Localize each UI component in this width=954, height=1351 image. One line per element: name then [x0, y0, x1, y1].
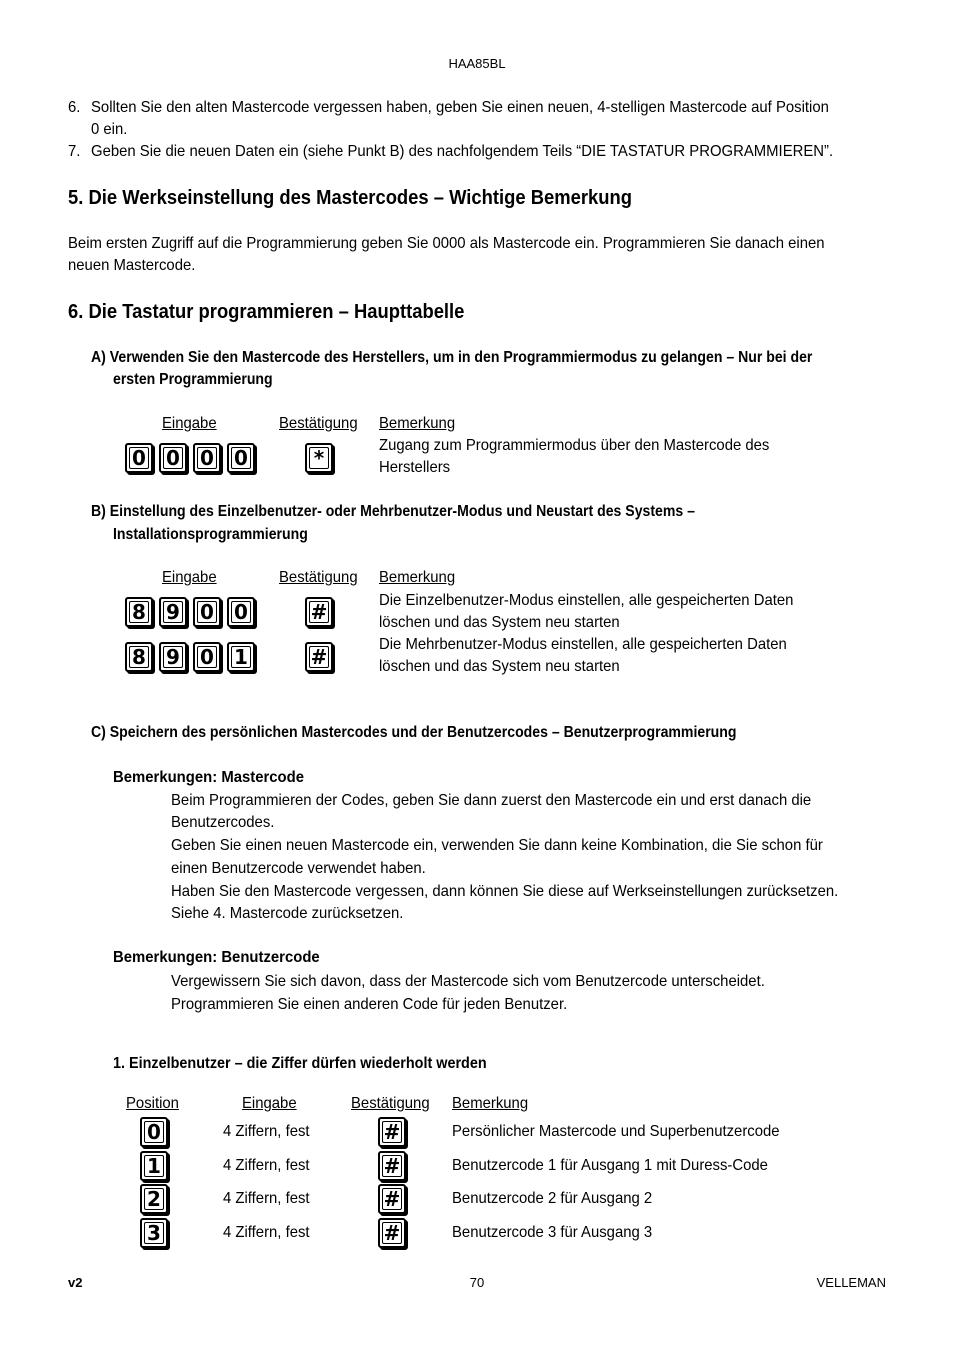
section-b-row1-remark-line1: Die Einzelbenutzer-Modus einstellen, alle gespeicherten Daten [379, 592, 794, 609]
key-hash-icon: # [378, 1184, 406, 1214]
mastercode-remark-line: Siehe 4. Mastercode zurücksetzen. [171, 905, 404, 922]
section-b-row2-remark-line2: löschen und das System neu starten [379, 658, 620, 675]
sub1-row-input: 4 Ziffern, fest [223, 1157, 310, 1174]
key-hash-icon: # [378, 1117, 406, 1147]
footer-version: v2 [68, 1275, 83, 1290]
key-hash-icon: # [378, 1151, 406, 1181]
section-c-title: C) Speichern des persönlichen Mastercodes und der Benutzercodes – Benutzerprogrammierung [91, 724, 737, 741]
mastercode-remark-line: Geben Sie einen neuen Mastercode ein, verwenden Sie dann keine Kombination, die Sie schon für [171, 837, 823, 854]
section-b-title-line2: Installationsprogrammierung [113, 526, 308, 543]
key-hash-icon: # [378, 1218, 406, 1248]
section-a-title-line1: A) Verwenden Sie den Mastercode des Herstellers, um in den Programmiermodus zu gelangen – Nur bei der [91, 349, 813, 366]
subsection-1-title: 1. Einzelbenutzer – die Ziffer dürfen wiederholt werden [113, 1055, 487, 1072]
list-item-7-number: 7. [68, 143, 81, 160]
sub1-row-remark: Persönlicher Mastercode und Superbenutzercode [452, 1123, 780, 1140]
key-star-icon: * [305, 443, 333, 473]
section-a-title-line2: ersten Programmierung [113, 371, 273, 388]
section-b-col-bemerkung: Bemerkung [379, 569, 456, 586]
section-a-remark-line1: Zugang zum Programmiermodus über den Mastercode des [379, 437, 770, 454]
sub1-col-position: Position [126, 1095, 179, 1112]
sub1-row-input: 4 Ziffern, fest [223, 1224, 310, 1241]
section-5-paragraph-line2: neuen Mastercode. [68, 257, 196, 274]
key-9-icon: 9 [159, 642, 187, 672]
footer-brand: VELLEMAN [816, 1275, 886, 1290]
key-8-icon: 8 [125, 597, 153, 627]
sub1-row-input: 4 Ziffern, fest [223, 1190, 310, 1207]
list-item-6-line2: 0 ein. [91, 121, 128, 138]
list-item-6-number: 6. [68, 99, 81, 116]
key-0-icon: 0 [140, 1117, 168, 1147]
mastercode-remark-line: Beim Programmieren der Codes, geben Sie dann zuerst den Mastercode ein und erst danach die [171, 792, 812, 809]
section-b-row1-remark-line2: löschen und das System neu starten [379, 614, 620, 631]
section-b-row2-remark-line1: Die Mehrbenutzer-Modus einstellen, alle gespeicherten Daten [379, 636, 787, 653]
key-3-icon: 3 [140, 1218, 168, 1248]
benutzercode-remark-line: Vergewissern Sie sich davon, dass der Mastercode sich vom Benutzercode unterscheidet. [171, 973, 765, 990]
section-5-title: 5. Die Werkseinstellung des Mastercodes – Wichtige Bemerkung [68, 187, 632, 209]
sub1-row-remark: Benutzercode 3 für Ausgang 3 [452, 1224, 653, 1241]
key-2-icon: 2 [140, 1184, 168, 1214]
section-b-title-line1: B) Einstellung des Einzelbenutzer- oder Mehrbenutzer-Modus und Neustart des Systems – [91, 503, 695, 520]
mastercode-remark-line: Haben Sie den Mastercode vergessen, dann können Sie diese auf Werkseinstellungen zurücksetzen. [171, 883, 839, 900]
key-0-icon: 0 [193, 597, 221, 627]
sub1-col-bestaetigung: Bestätigung [351, 1095, 430, 1112]
key-0-icon: 0 [125, 443, 153, 473]
key-0-icon: 0 [227, 443, 255, 473]
sub1-row-remark: Benutzercode 2 für Ausgang 2 [452, 1190, 653, 1207]
key-0-icon: 0 [193, 642, 221, 672]
sub1-row-input: 4 Ziffern, fest [223, 1123, 310, 1140]
key-0-icon: 0 [193, 443, 221, 473]
benutzercode-remark-line: Programmieren Sie einen anderen Code für jeden Benutzer. [171, 996, 568, 1013]
sub1-col-eingabe: Eingabe [242, 1095, 297, 1112]
mastercode-remarks-heading: Bemerkungen: Mastercode [113, 769, 305, 786]
footer-page-number: 70 [469, 1275, 485, 1290]
section-a-col-eingabe: Eingabe [162, 415, 217, 432]
key-hash-icon: # [305, 642, 333, 672]
list-item-6-line1: Sollten Sie den alten Mastercode vergessen haben, geben Sie einen neuen, 4-stelligen Mastercode auf Position [91, 99, 829, 116]
key-0-icon: 0 [227, 597, 255, 627]
mastercode-remark-line: Benutzercodes. [171, 814, 275, 831]
sub1-row-remark: Benutzercode 1 für Ausgang 1 mit Duress-Code [452, 1157, 768, 1174]
key-0-icon: 0 [159, 443, 187, 473]
benutzercode-remarks-heading: Bemerkungen: Benutzercode [113, 949, 320, 966]
key-1-icon: 1 [140, 1151, 168, 1181]
section-b-col-eingabe: Eingabe [162, 569, 217, 586]
key-hash-icon: # [305, 597, 333, 627]
key-1-icon: 1 [227, 642, 255, 672]
key-8-icon: 8 [125, 642, 153, 672]
mastercode-remark-line: einen Benutzercode verwendet haben. [171, 860, 426, 877]
section-b-col-bestaetigung: Bestätigung [279, 569, 358, 586]
key-9-icon: 9 [159, 597, 187, 627]
section-6-title: 6. Die Tastatur programmieren – Haupttabelle [68, 301, 465, 323]
section-5-paragraph-line1: Beim ersten Zugriff auf die Programmierung geben Sie 0000 als Mastercode ein. Programmieren Sie danach einen [68, 235, 825, 252]
document-header-code: HAA85BL [448, 56, 506, 71]
list-item-7-line1: Geben Sie die neuen Daten ein (siehe Punkt B) des nachfolgendem Teils “DIE TASTATUR PROGRAMMIEREN”. [91, 143, 834, 160]
section-a-col-bemerkung: Bemerkung [379, 415, 456, 432]
sub1-col-bemerkung: Bemerkung [452, 1095, 529, 1112]
section-a-remark-line2: Herstellers [379, 459, 451, 476]
section-a-col-bestaetigung: Bestätigung [279, 415, 358, 432]
